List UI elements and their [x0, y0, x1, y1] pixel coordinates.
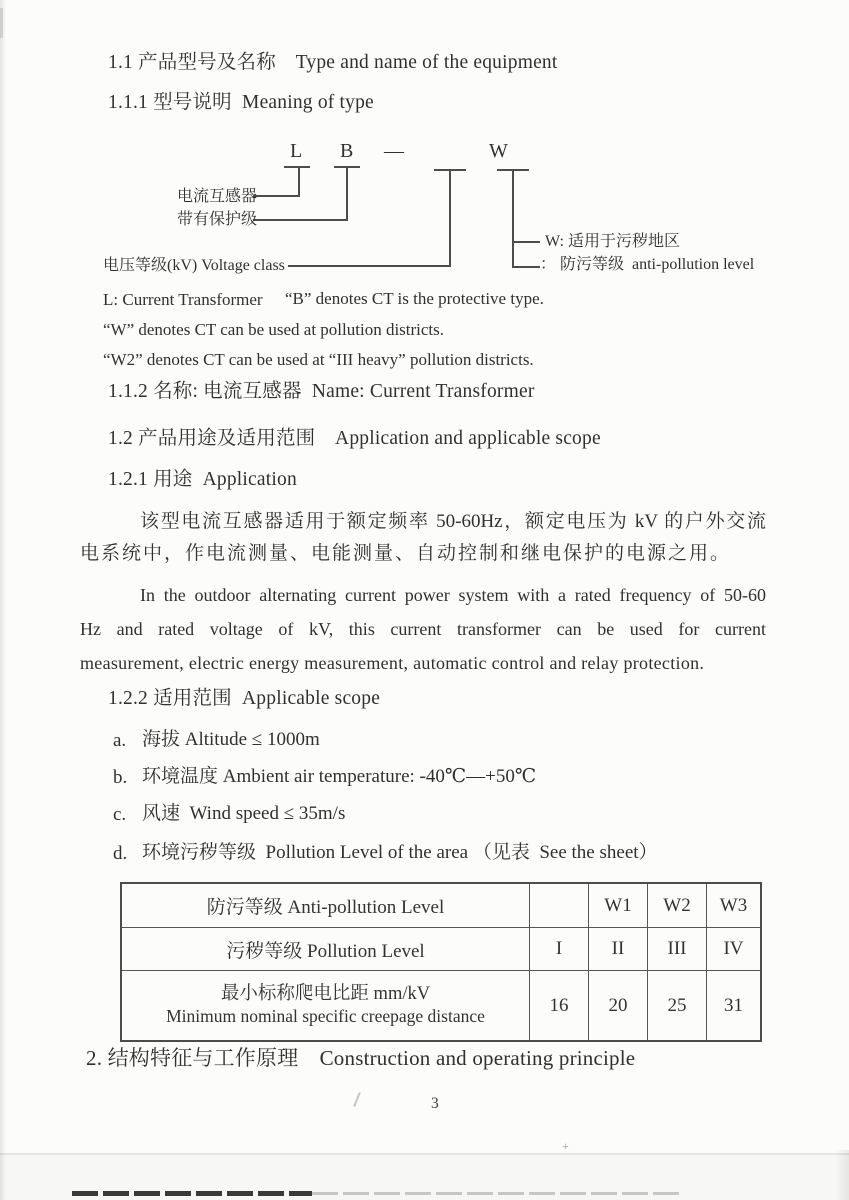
scan-slash-mark: [353, 1092, 360, 1107]
diagram-underline-l: [284, 166, 310, 168]
table-row-label-cn: 最小标称爬电比距 mm/kV: [220, 984, 431, 1004]
list-item-marker: d.: [113, 843, 128, 864]
paragraph-en-line3: measurement, electric energy measurement, automatic control and relay protection.: [80, 653, 705, 673]
diagram-drop-line-w: [512, 169, 514, 268]
diagram-drop-line-voltage: [449, 169, 451, 267]
table-cell: 31: [706, 970, 760, 1040]
diagram-letter-dash: —: [384, 140, 404, 162]
diagram-label-protective-class: 带有保护级: [177, 211, 258, 228]
table-cell: I: [529, 927, 588, 970]
legend-w2-pollution: “W2” denotes CT can be used at “III heavy” pollution districts.: [103, 350, 534, 369]
table-cell: III: [647, 927, 706, 970]
heading-1-2-2: 1.2.2 适用范围 Applicable scope: [108, 688, 381, 709]
list-item-marker: a.: [113, 730, 127, 751]
scan-left-edge-shadow: [0, 0, 6, 1200]
table-row-label: 防污等级 Anti-pollution Level: [206, 897, 445, 918]
legend-w-pollution: “W” denotes CT can be used at pollution districts.: [103, 320, 445, 339]
legend-l-current-transformer: L: Current Transformer: [103, 290, 263, 309]
diagram-connector-voltage: [288, 265, 451, 267]
table-row-label-en: Minimum nominal specific creepage distance: [166, 1006, 485, 1027]
diagram-label-w-polluted: W: 适用于污秽地区: [545, 233, 680, 250]
table-cell: W2: [647, 884, 706, 927]
paragraph-en-line2: Hz and rated voltage of kV, this current transformer can be used for current: [80, 619, 766, 639]
diagram-connector-current-transformer: [253, 195, 300, 197]
list-item-altitude: 海拔 Altitude ≤ 1000m: [142, 729, 320, 750]
pollution-level-table: [120, 882, 762, 1042]
diagram-letter-b: B: [340, 140, 354, 162]
scan-edge-dashes-light: [312, 1192, 684, 1195]
table-cell: W1: [588, 884, 647, 927]
scan-edge-dashes-dark: [72, 1191, 312, 1196]
diagram-drop-line-l: [298, 166, 300, 197]
paragraph-cn-line2: 电系统中，作电流测量、电能测量、自动控制和继电保护的电源之用。: [80, 543, 732, 564]
diagram-connector-anti-pollution: [514, 266, 540, 268]
diagram-label-current-transformer: 电流互感器: [177, 188, 258, 205]
diagram-label-anti-pollution: ： 防污等级 anti-pollution level: [540, 256, 755, 273]
table-cell: II: [588, 927, 647, 970]
heading-1-1-1: 1.1.1 型号说明 Meaning of type: [108, 92, 374, 113]
list-item-marker: c.: [113, 804, 127, 825]
page-number: 3: [431, 1095, 439, 1112]
table-row-label: [122, 970, 529, 1040]
list-item-wind-speed: 风速 Wind speed ≤ 35m/s: [142, 803, 346, 824]
paragraph-en-line1: In the outdoor alternating current power system with a rated frequency of 50-60: [140, 585, 766, 605]
heading-2: 2. 结构特征与工作原理 Construction and operating principle: [86, 1046, 636, 1070]
table-cell: 25: [647, 970, 706, 1040]
scan-left-edge-mark: [0, 8, 3, 38]
table-cell: [529, 884, 588, 927]
heading-1-2: 1.2 产品用途及适用范围 Application and applicable scope: [108, 428, 601, 449]
diagram-connector-w: [514, 241, 540, 243]
scan-plus-mark: +: [562, 1139, 569, 1153]
diagram-drop-line-b: [346, 166, 348, 221]
table-cell: IV: [706, 927, 760, 970]
heading-1-1-2: 1.1.2 名称: 电流互感器 Name: Current Transformer: [108, 381, 535, 402]
table-cell: 16: [529, 970, 588, 1040]
heading-1-1: 1.1 产品型号及名称 Type and name of the equipment: [108, 52, 558, 73]
diagram-connector-protective: [253, 219, 348, 221]
list-item-temperature: 环境温度 Ambient air temperature: -40℃—+50℃: [142, 766, 537, 787]
table-cell: 20: [588, 970, 647, 1040]
diagram-letter-l: L: [290, 140, 303, 162]
scan-corner-shading: [835, 1150, 849, 1200]
table-row-label: 污秽等级 Pollution Level: [122, 927, 529, 970]
diagram-letter-w: W: [489, 140, 508, 162]
diagram-label-voltage-class: 电压等级(kV) Voltage class: [103, 257, 285, 274]
heading-1-2-1: 1.2.1 用途 Application: [108, 469, 297, 490]
table-cell: W3: [706, 884, 760, 927]
list-item-pollution-level: 环境污秽等级 Pollution Level of the area （见表 See the sheet）: [142, 842, 658, 863]
paragraph-cn-line1: 该型电流互感器适用于额定频率 50-60Hz，额定电压为 kV 的户外交流: [140, 511, 766, 532]
legend-b-protective: “B” denotes CT is the protective type.: [285, 289, 544, 308]
list-item-marker: b.: [113, 767, 128, 788]
